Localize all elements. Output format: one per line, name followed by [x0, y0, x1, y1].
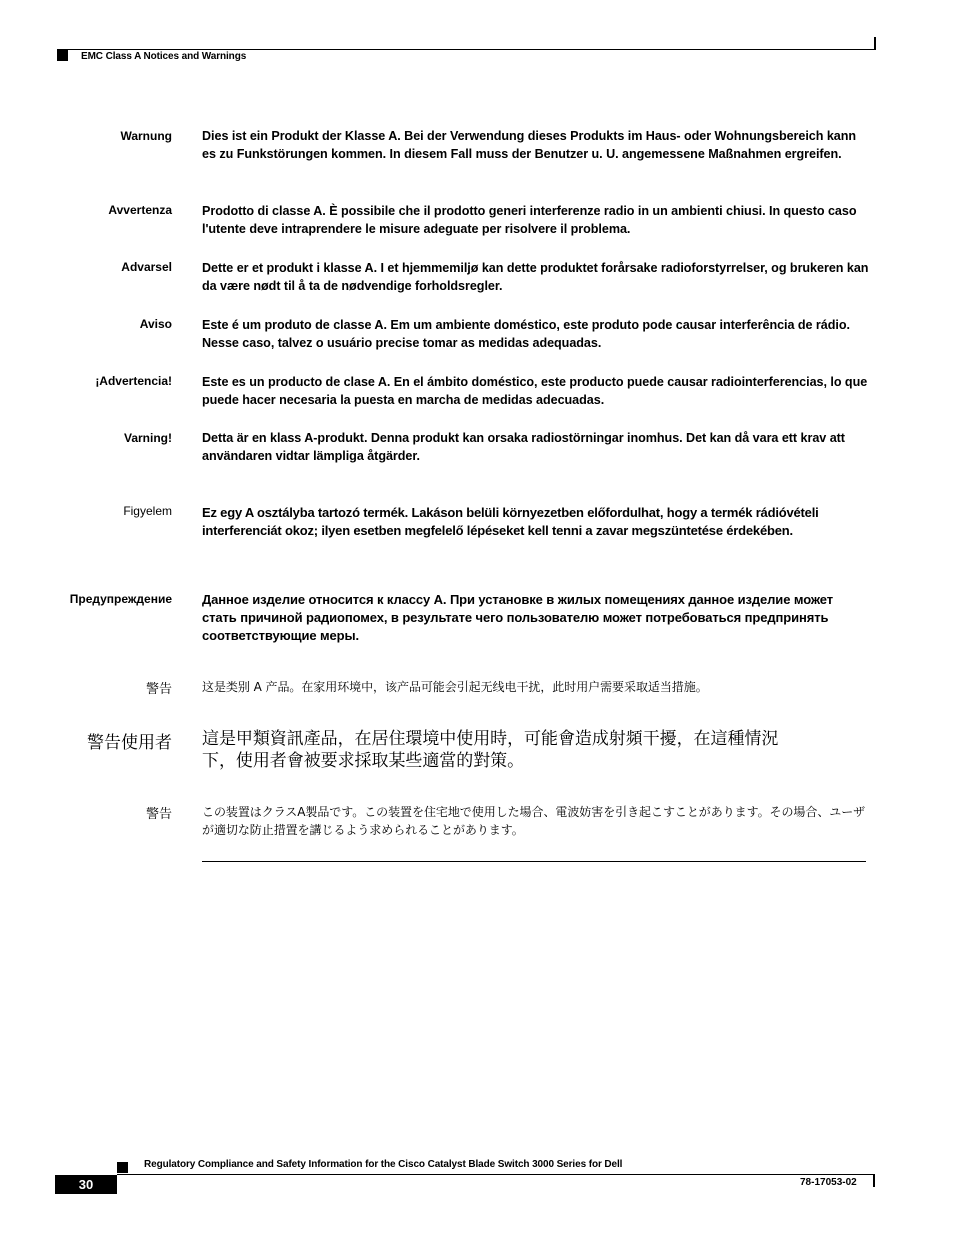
warning-text: Este es un producto de clase A. En el ámbito doméstico, este producto puede causar radiointerferencias, lo que puede hacer necesaria la puesta en marcha de medidas adecuadas.: [202, 375, 868, 407]
header-rule: [57, 49, 875, 50]
footer-tick: [873, 1174, 875, 1187]
warning-label: Avvertenza: [108, 203, 172, 217]
warning-label: Varning!: [123, 431, 172, 445]
footer-rule: [117, 1174, 875, 1175]
warning-label: 警告: [145, 682, 172, 697]
warning-text: この装置はクラスA製品です。この装置を住宅地で使用した場合、電波妨害を引き起こすことがあります。その場合、ユーザが適切な防止措置を講じるよう求められることがあります。: [202, 805, 866, 837]
warning-text: Данное изделие относится к классу А. При установке в жилых помещениях данное изделие может стать причиной радиопомех, в результате чего пользователю может потребоваться предпринять соответствующие меры.: [202, 592, 834, 643]
header-tick: [874, 37, 876, 50]
warning-label: 警告: [145, 807, 172, 822]
section-end-rule: [202, 861, 866, 862]
warning-text: 這是甲類資訊產品，在居住環境中使用時，可能會造成射頻干擾，在這種情況下，使用者會被要求採取某些適當的對策。: [202, 729, 779, 771]
warning-text: Dette er et produkt i klasse A. I et hjemmemiljø kan dette produktet forårsake radioforstyrrelser, og brukeren kan da være nødt til å ta de nødvendige forholdsregler.: [202, 261, 869, 293]
footer-marker-square: [117, 1162, 128, 1173]
warning-label: Aviso: [139, 317, 172, 331]
warning-label: 警告使用者: [87, 733, 172, 753]
warning-label: Warnung: [120, 129, 172, 143]
footer-doc-title: Regulatory Compliance and Safety Information for the Cisco Catalyst Blade Switch 3000 Series for Dell: [144, 1159, 623, 1170]
header-marker-square: [57, 50, 68, 61]
warning-text: 这是类别 A 产品。在家用环境中，该产品可能会引起无线电干扰，此时用户需要采取适当措施。: [202, 680, 708, 694]
page-number: 30: [55, 1175, 117, 1194]
warning-label: Предупреждение: [69, 592, 172, 606]
warning-label: Advarsel: [121, 260, 172, 274]
warning-text: Prodotto di classe A. È possibile che il prodotto generi interferenze radio in un ambienti chiusi. In questo caso l'utente deve intraprendere le misure adeguate per risolvere il problema.: [202, 204, 857, 236]
warning-text: Dies ist ein Produkt der Klasse A. Bei der Verwendung dieses Produkts im Haus- oder Wohnungsbereich kann es zu Funkstörungen kommen. In diesem Fall muss der Benutzer u. U. angemessene Maßnahmen ergreifen.: [202, 129, 857, 161]
header-section-title: EMC Class A Notices and Warnings: [81, 51, 247, 62]
warning-label: ¡Advertencia!: [95, 374, 172, 388]
warning-text: Ez egy A osztályba tartozó termék. Lakáson belüli környezetben előfordulhat, hogy a termék rádióvételi interferenciát okoz; ilyen esetben megfelelő lépéseket kell tenni a zavar megszüntetése érdekében.: [202, 505, 819, 538]
warning-label: Figyelem: [123, 504, 172, 518]
doc-number: 78-17053-02: [800, 1177, 857, 1188]
warning-text: Este é um produto de classe A. Em um ambiente doméstico, este produto pode causar interferência de rádio. Nesse caso, talvez o usuário precise tomar as medidas adequadas.: [202, 318, 850, 350]
warning-text: Detta är en klass A-produkt. Denna produkt kan orsaka radiostörningar inomhus. Det kan då vara ett krav att användaren vidtar lämpliga åtgärder.: [202, 431, 845, 463]
